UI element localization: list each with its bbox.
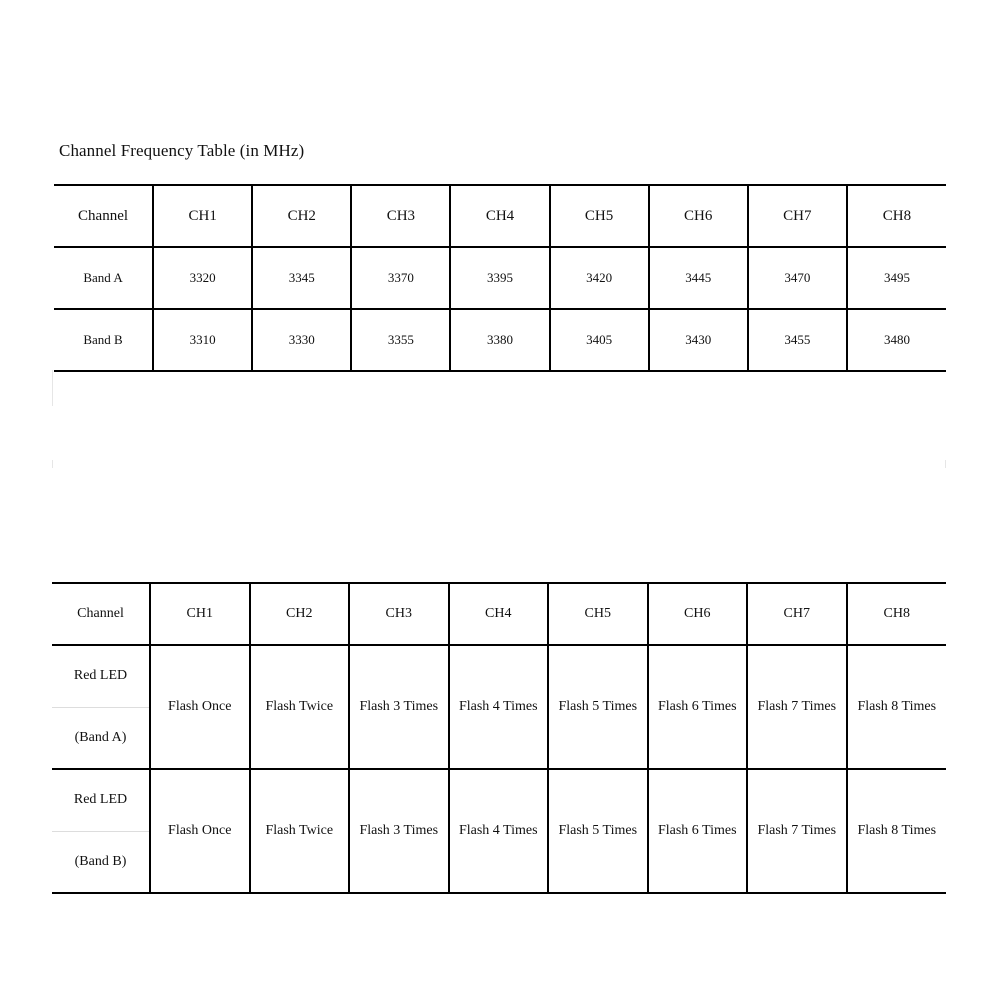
flash-pattern-cell: Flash 7 Times <box>747 645 847 769</box>
flash-pattern-cell: Flash 4 Times <box>449 769 549 893</box>
led-channel-header: CH8 <box>847 583 947 645</box>
frequency-cell: 3380 <box>450 309 549 371</box>
frequency-cell: 3470 <box>748 247 847 309</box>
flash-pattern-cell: Flash Twice <box>250 769 350 893</box>
frequency-cell: 3405 <box>550 309 649 371</box>
led-row-band-label: (Band A) <box>52 707 150 769</box>
frequency-row-band-a <box>54 247 946 309</box>
led-channel-header: CH5 <box>548 583 648 645</box>
frequency-cell: 3370 <box>351 247 450 309</box>
led-row-label: Red LED <box>52 645 150 707</box>
frequency-cell: 3395 <box>450 247 549 309</box>
frequency-channel-header: CH4 <box>450 185 549 247</box>
led-row-band-label: (Band B) <box>52 831 150 893</box>
led-channel-header: CH4 <box>449 583 549 645</box>
frequency-table <box>54 184 946 372</box>
led-channel-header: CH3 <box>349 583 449 645</box>
band-label: Band A <box>54 247 153 309</box>
frequency-cell: 3345 <box>252 247 351 309</box>
frequency-cell: 3320 <box>153 247 252 309</box>
flash-pattern-cell: Flash 6 Times <box>648 645 748 769</box>
margin-tick-left <box>52 370 53 406</box>
flash-pattern-cell: Flash Once <box>150 645 250 769</box>
frequency-cell: 3310 <box>153 309 252 371</box>
frequency-cell: 3330 <box>252 309 351 371</box>
led-channel-header: CH6 <box>648 583 748 645</box>
flash-pattern-cell: Flash 6 Times <box>648 769 748 893</box>
frequency-row-band-b <box>54 309 946 371</box>
led-channel-header: CH1 <box>150 583 250 645</box>
frequency-cell: 3480 <box>847 309 946 371</box>
led-channel-header: CH2 <box>250 583 350 645</box>
margin-tick-left <box>52 460 53 468</box>
frequency-cell: 3355 <box>351 309 450 371</box>
frequency-channel-header: CH5 <box>550 185 649 247</box>
page-title: Channel Frequency Table (in MHz) <box>59 141 305 160</box>
flash-pattern-cell: Flash 8 Times <box>847 769 947 893</box>
frequency-cell: 3430 <box>649 309 748 371</box>
flash-pattern-cell: Flash Twice <box>250 645 350 769</box>
frequency-channel-header: CH2 <box>252 185 351 247</box>
flash-pattern-cell: Flash 3 Times <box>349 645 449 769</box>
flash-pattern-cell: Flash 7 Times <box>747 769 847 893</box>
flash-pattern-cell: Flash 8 Times <box>847 645 947 769</box>
frequency-cell: 3445 <box>649 247 748 309</box>
frequency-channel-header: CH3 <box>351 185 450 247</box>
led-header-label: Channel <box>52 583 150 645</box>
flash-pattern-cell: Flash Once <box>150 769 250 893</box>
led-table-header-row <box>52 583 946 645</box>
flash-pattern-cell: Flash 3 Times <box>349 769 449 893</box>
frequency-cell: 3455 <box>748 309 847 371</box>
frequency-cell: 3420 <box>550 247 649 309</box>
led-row-band-b <box>52 769 946 831</box>
frequency-channel-header: CH6 <box>649 185 748 247</box>
led-indicator-table <box>52 582 946 894</box>
frequency-channel-header: CH7 <box>748 185 847 247</box>
band-label: Band B <box>54 309 153 371</box>
frequency-cell: 3495 <box>847 247 946 309</box>
margin-tick-right <box>945 460 946 468</box>
led-row-band-a <box>52 645 946 707</box>
flash-pattern-cell: Flash 5 Times <box>548 769 648 893</box>
led-channel-header: CH7 <box>747 583 847 645</box>
led-row-label: Red LED <box>52 769 150 831</box>
flash-pattern-cell: Flash 4 Times <box>449 645 549 769</box>
frequency-table-header-row <box>54 185 946 247</box>
frequency-header-label: Channel <box>54 185 153 247</box>
frequency-channel-header: CH1 <box>153 185 252 247</box>
frequency-channel-header: CH8 <box>847 185 946 247</box>
flash-pattern-cell: Flash 5 Times <box>548 645 648 769</box>
